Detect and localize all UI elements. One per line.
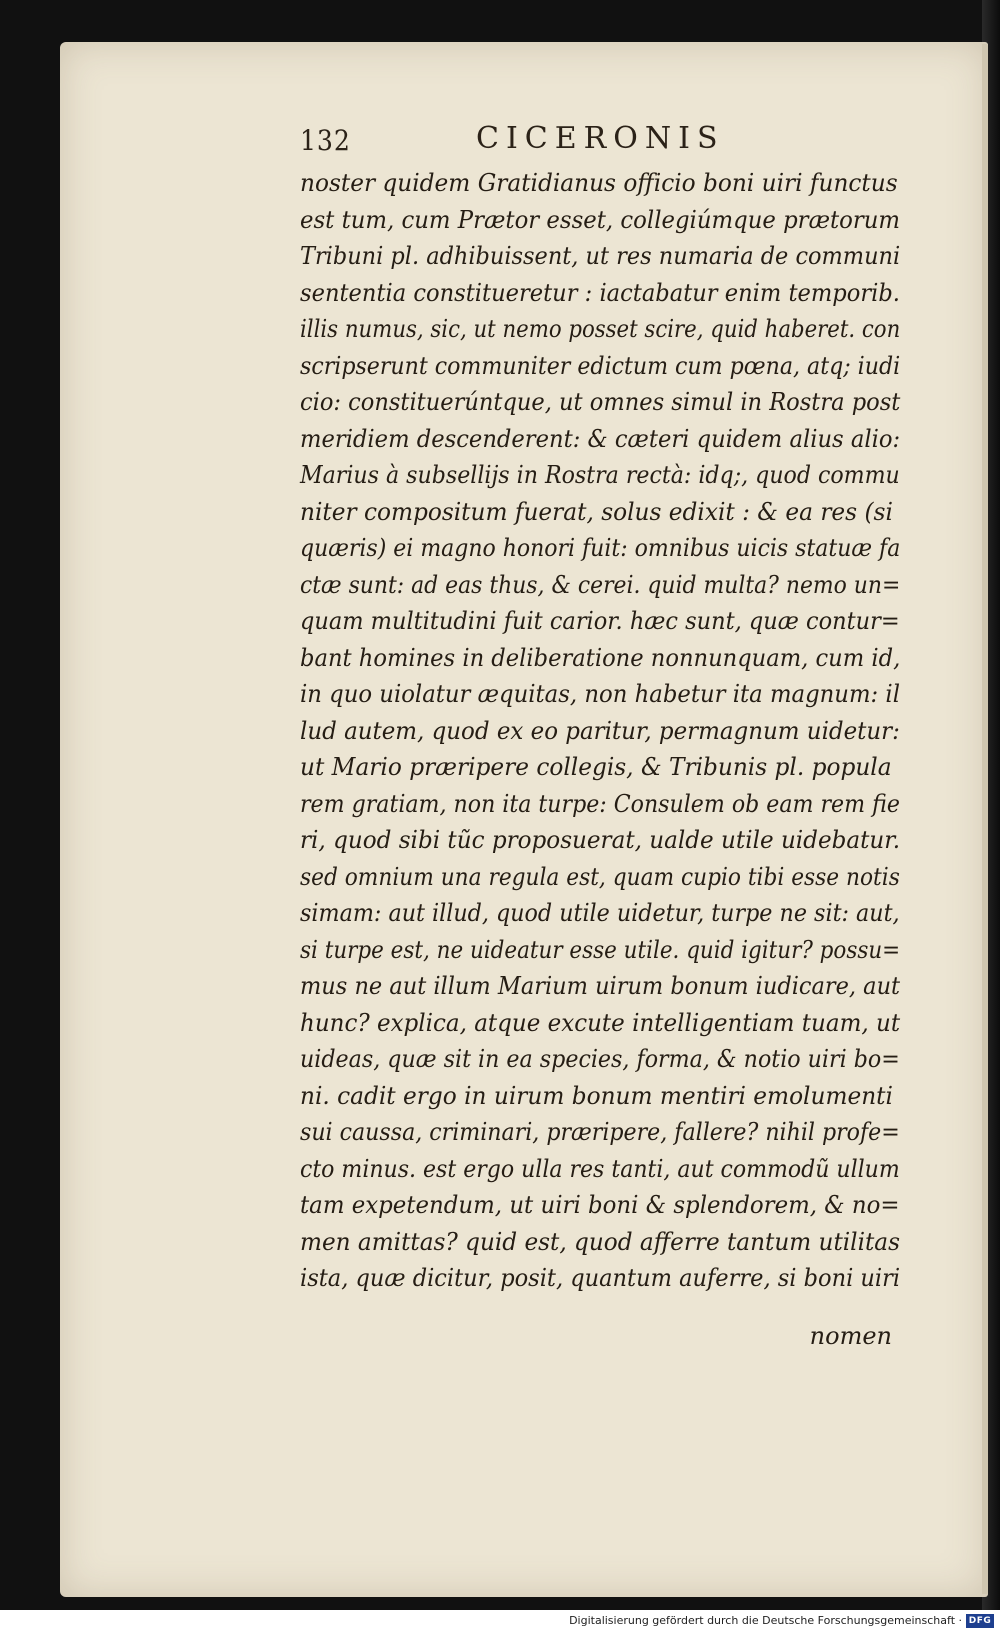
text-line: Marius à subsellijs in Rostra rectà: idq;, quod commu bbox=[300, 461, 900, 489]
body-text bbox=[300, 165, 920, 1297]
text-line: si turpe est, ne uideatur esse utile. quid igitur? possu= bbox=[300, 935, 901, 964]
funding-credit: Digitalisierung gefördert durch die Deutsche Forschungsgemeinschaft · bbox=[569, 1614, 962, 1627]
text-line: ista, quæ dicitur, posit, quantum auferre, si boni uiri bbox=[300, 1264, 901, 1292]
text-line: niter compositum fuerat, solus edixit : & ea res (si bbox=[300, 497, 893, 526]
text-line: sui caussa, criminari, præripere, fallere? nihil profe= bbox=[300, 1118, 900, 1146]
text-line: men amittas? quid est, quod afferre tantum utilitas bbox=[300, 1227, 900, 1256]
text-line: noster quidem Gratidianus officio boni uiri functus bbox=[300, 169, 898, 197]
text-line: est tum, cum Prætor esset, collegiúmque prætorum bbox=[300, 205, 901, 234]
page-edge bbox=[982, 44, 988, 1594]
text-line: simam: aut illud, quod utile uidetur, turpe ne sit: aut, bbox=[300, 899, 900, 927]
text-line: cio: constituerúntque, ut omnes simul in Rostra post bbox=[300, 388, 901, 416]
text-line: ri, quod sibi tũc proposuerat, ualde utile uidebatur. bbox=[300, 826, 901, 854]
text-line: quam multitudini fuit carior. hæc sunt, quæ contur= bbox=[300, 607, 900, 635]
text-line: ctæ sunt: ad eas thus, & cerei. quid multa? nemo un= bbox=[300, 570, 901, 599]
text-line: cto minus. est ergo ulla res tanti, aut commodũ ullum bbox=[300, 1154, 900, 1183]
text-line: sententia constitueretur : iactabatur enim temporib. bbox=[300, 278, 900, 307]
text-line: ut Mario præripere collegis, & Tribunis pl. popula bbox=[300, 753, 892, 781]
running-head: CICERONIS bbox=[476, 121, 725, 156]
text-line: mus ne aut illum Marium uirum bonum iudicare, aut bbox=[300, 972, 901, 1000]
text-line: hunc? explica, atque excute intelligentiam tuam, ut bbox=[300, 1008, 901, 1037]
catchword: nomen bbox=[809, 1322, 892, 1350]
text-line: in quo uiolatur æquitas, non habetur ita magnum: il bbox=[300, 680, 900, 708]
text-line: lud autem, quod ex eo paritur, permagnum uidetur: bbox=[300, 716, 900, 745]
text-line: scripserunt communiter edictum cum pœna, atq; iudi bbox=[300, 351, 901, 380]
text-line: uideas, quæ sit in ea species, forma, & notio uiri bo= bbox=[300, 1045, 900, 1073]
text-line: meridiem descenderent: & cæteri quidem alius alio: bbox=[300, 424, 901, 453]
text-line: illis numus, sic, ut nemo posset scire, quid haberet. con bbox=[300, 315, 901, 343]
dfg-logo: DFG bbox=[966, 1614, 994, 1628]
text-line: ni. cadit ergo in uirum bonum mentiri emolumenti bbox=[300, 1081, 893, 1110]
text-line: sed omnium una regula est, quam cupio tibi esse notis bbox=[300, 862, 900, 891]
text-line: tam expetendum, ut uiri boni & splendorem, & no= bbox=[300, 1191, 900, 1219]
text-line: rem gratiam, non ita turpe: Consulem ob eam rem fie bbox=[300, 789, 900, 818]
text-line: bant homines in deliberatione nonnunquam, cum id, bbox=[300, 643, 901, 672]
text-line: quæris) ei magno honori fuit: omnibus uicis statuæ fa bbox=[300, 534, 901, 562]
page-number: 132 bbox=[300, 124, 351, 157]
text-line: Tribuni pl. adhibuissent, ut res numaria de communi bbox=[300, 242, 901, 270]
